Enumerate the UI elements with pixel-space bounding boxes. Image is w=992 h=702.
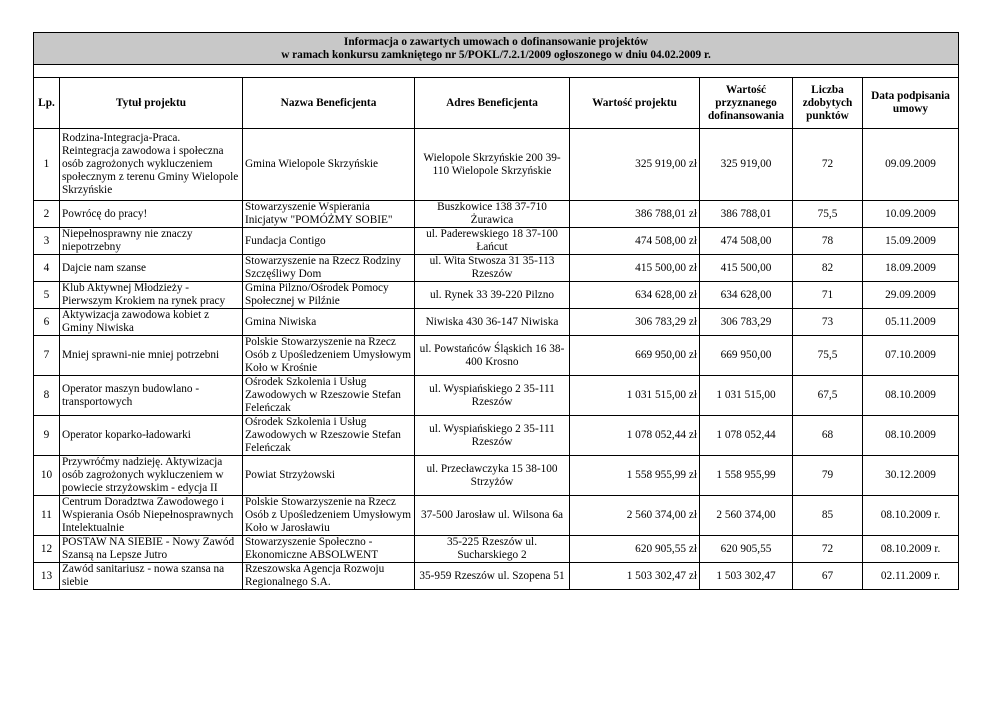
cell-przyznana: 620 905,55 — [700, 536, 793, 563]
table-row — [34, 129, 959, 201]
cell-tytul: Przywróćmy nadzieję. Aktywizacja osób zagrożonych wykluczeniem w powiecie strzyżowskim - edycja II — [60, 456, 243, 496]
cell-wartosc: 1 503 302,47 zł — [570, 563, 700, 590]
cell-lp: 11 — [34, 496, 60, 536]
cell-adres: ul. Przecławczyka 15 38-100 Strzyżów — [415, 456, 570, 496]
cell-data: 02.11.2009 r. — [863, 563, 959, 590]
table-row — [34, 282, 959, 309]
cell-data: 15.09.2009 — [863, 228, 959, 255]
cell-tytul: Niepełnosprawny nie znaczy niepotrzebny — [60, 228, 243, 255]
cell-data: 18.09.2009 — [863, 255, 959, 282]
cell-tytul: Centrum Doradztwa Zawodowego i Wspierania Osób Niepełnosprawnych Intelektualnie — [60, 496, 243, 536]
cell-przyznana: 325 919,00 — [700, 129, 793, 201]
table-row — [34, 201, 959, 228]
cell-wartosc: 325 919,00 zł — [570, 129, 700, 201]
cell-adres: ul. Rynek 33 39-220 Pilzno — [415, 282, 570, 309]
cell-punkty: 68 — [793, 416, 863, 456]
cell-lp: 4 — [34, 255, 60, 282]
cell-lp: 9 — [34, 416, 60, 456]
cell-adres: 35-225 Rzeszów ul. Sucharskiego 2 — [415, 536, 570, 563]
header-tytul: Tytuł projektu — [60, 78, 243, 129]
cell-wartosc: 634 628,00 zł — [570, 282, 700, 309]
header-data: Data podpisania umowy — [863, 78, 959, 129]
cell-data: 10.09.2009 — [863, 201, 959, 228]
title-row — [34, 33, 959, 65]
cell-przyznana: 415 500,00 — [700, 255, 793, 282]
cell-lp: 8 — [34, 376, 60, 416]
cell-nazwa: Gmina Niwiska — [243, 309, 415, 336]
cell-data: 05.11.2009 — [863, 309, 959, 336]
document-sheet — [33, 32, 958, 590]
cell-nazwa: Ośrodek Szkolenia i Usług Zawodowych w Rzeszowie Stefan Feleńczak — [243, 416, 415, 456]
cell-wartosc: 386 788,01 zł — [570, 201, 700, 228]
cell-punkty: 72 — [793, 536, 863, 563]
cell-przyznana: 1 503 302,47 — [700, 563, 793, 590]
cell-lp: 5 — [34, 282, 60, 309]
cell-punkty: 73 — [793, 309, 863, 336]
cell-data: 07.10.2009 — [863, 336, 959, 376]
cell-nazwa: Powiat Strzyżowski — [243, 456, 415, 496]
header-przyznana: Wartość przyznanego dofinansowania — [700, 78, 793, 129]
cell-punkty: 85 — [793, 496, 863, 536]
cell-przyznana: 306 783,29 — [700, 309, 793, 336]
table-row — [34, 496, 959, 536]
table-row — [34, 336, 959, 376]
cell-nazwa: Stowarzyszenie Wspierania Inicjatyw "POMÓŻMY SOBIE" — [243, 201, 415, 228]
cell-adres: 35-959 Rzeszów ul. Szopena 51 — [415, 563, 570, 590]
cell-adres: Niwiska 430 36-147 Niwiska — [415, 309, 570, 336]
cell-przyznana: 2 560 374,00 — [700, 496, 793, 536]
cell-wartosc: 1 078 052,44 zł — [570, 416, 700, 456]
table-row — [34, 563, 959, 590]
cell-tytul: Klub Aktywnej Młodzieży - Pierwszym Krokiem na rynek pracy — [60, 282, 243, 309]
spacer-cell — [34, 65, 959, 78]
cell-data: 08.10.2009 — [863, 416, 959, 456]
cell-nazwa: Ośrodek Szkolenia i Usług Zawodowych w Rzeszowie Stefan Feleńczak — [243, 376, 415, 416]
cell-przyznana: 474 508,00 — [700, 228, 793, 255]
cell-data: 08.10.2009 r. — [863, 536, 959, 563]
cell-nazwa: Polskie Stowarzyszenie na Rzecz Osób z Upośledzeniem Umysłowym Koło w Krośnie — [243, 336, 415, 376]
table-row — [34, 536, 959, 563]
cell-przyznana: 634 628,00 — [700, 282, 793, 309]
cell-data: 08.10.2009 — [863, 376, 959, 416]
cell-wartosc: 1 558 955,99 zł — [570, 456, 700, 496]
cell-lp: 1 — [34, 129, 60, 201]
cell-adres: 37-500 Jarosław ul. Wilsona 6a — [415, 496, 570, 536]
header-row — [34, 78, 959, 129]
table-title — [34, 33, 959, 65]
cell-adres: ul. Powstańców Śląskich 16 38-400 Krosno — [415, 336, 570, 376]
cell-data: 08.10.2009 r. — [863, 496, 959, 536]
cell-tytul: Powrócę do pracy! — [60, 201, 243, 228]
cell-punkty: 82 — [793, 255, 863, 282]
cell-tytul: Dajcie nam szanse — [60, 255, 243, 282]
cell-punkty: 75,5 — [793, 201, 863, 228]
cell-nazwa: Rzeszowska Agencja Rozwoju Regionalnego S.A. — [243, 563, 415, 590]
cell-wartosc: 669 950,00 zł — [570, 336, 700, 376]
cell-punkty: 67,5 — [793, 376, 863, 416]
table-row — [34, 228, 959, 255]
header-lp: Lp. — [34, 78, 60, 129]
table-row — [34, 376, 959, 416]
cell-lp: 13 — [34, 563, 60, 590]
cell-adres: Buszkowice 138 37-710 Żurawica — [415, 201, 570, 228]
cell-punkty: 67 — [793, 563, 863, 590]
cell-nazwa: Stowarzyszenie na Rzecz Rodziny Szczęśliwy Dom — [243, 255, 415, 282]
table-row — [34, 416, 959, 456]
table-row — [34, 309, 959, 336]
cell-tytul: Mniej sprawni-nie mniej potrzebni — [60, 336, 243, 376]
cell-przyznana: 669 950,00 — [700, 336, 793, 376]
cell-punkty: 75,5 — [793, 336, 863, 376]
cell-lp: 10 — [34, 456, 60, 496]
title-line-2: w ramach konkursu zamkniętego nr 5/POKL/7.2.1/2009 ogłoszonego w dniu 04.02.2009 r. — [281, 48, 711, 61]
cell-przyznana: 1 558 955,99 — [700, 456, 793, 496]
cell-wartosc: 1 031 515,00 zł — [570, 376, 700, 416]
cell-przyznana: 1 031 515,00 — [700, 376, 793, 416]
cell-wartosc: 474 508,00 zł — [570, 228, 700, 255]
cell-lp: 6 — [34, 309, 60, 336]
cell-tytul: Zawód sanitariusz - nowa szansa na siebie — [60, 563, 243, 590]
cell-adres: ul. Paderewskiego 18 37-100 Łańcut — [415, 228, 570, 255]
cell-nazwa: Stowarzyszenie Społeczno - Ekonomiczne ABSOLWENT — [243, 536, 415, 563]
header-adres: Adres Beneficjenta — [415, 78, 570, 129]
cell-punkty: 78 — [793, 228, 863, 255]
cell-data: 30.12.2009 — [863, 456, 959, 496]
header-punkty: Liczba zdobytych punktów — [793, 78, 863, 129]
cell-punkty: 79 — [793, 456, 863, 496]
header-nazwa: Nazwa Beneficjenta — [243, 78, 415, 129]
cell-adres: ul. Wyspiańskiego 2 35-111 Rzeszów — [415, 376, 570, 416]
cell-punkty: 71 — [793, 282, 863, 309]
table-row — [34, 456, 959, 496]
header-wartosc: Wartość projektu — [570, 78, 700, 129]
cell-data: 29.09.2009 — [863, 282, 959, 309]
cell-nazwa: Gmina Wielopole Skrzyńskie — [243, 129, 415, 201]
cell-tytul: Rodzina-Integracja-Praca. Reintegracja zawodowa i społeczna osób zagrożonych wykluczeniem społecznym z terenu Gminy Wielopole Skrzyńskie — [60, 129, 243, 201]
cell-adres: ul. Wyspiańskiego 2 35-111 Rzeszów — [415, 416, 570, 456]
cell-adres: Wielopole Skrzyńskie 200 39-110 Wielopole Skrzyńskie — [415, 129, 570, 201]
cell-lp: 12 — [34, 536, 60, 563]
cell-adres: ul. Wita Stwosza 31 35-113 Rzeszów — [415, 255, 570, 282]
cell-tytul: Operator maszyn budowlano - transportowych — [60, 376, 243, 416]
cell-nazwa: Fundacja Contigo — [243, 228, 415, 255]
cell-wartosc: 415 500,00 zł — [570, 255, 700, 282]
cell-wartosc: 620 905,55 zł — [570, 536, 700, 563]
cell-nazwa: Polskie Stowarzyszenie na Rzecz Osób z Upośledzeniem Umysłowym Koło w Jarosławiu — [243, 496, 415, 536]
cell-tytul: POSTAW NA SIEBIE - Nowy Zawód Szansą na Lepsze Jutro — [60, 536, 243, 563]
cell-data: 09.09.2009 — [863, 129, 959, 201]
title-line-1: Informacja o zawartych umowach o dofinansowanie projektów — [343, 35, 649, 48]
cell-lp: 7 — [34, 336, 60, 376]
cell-tytul: Operator koparko-ładowarki — [60, 416, 243, 456]
contracts-table — [33, 32, 959, 590]
cell-przyznana: 1 078 052,44 — [700, 416, 793, 456]
spacer-row — [34, 65, 959, 78]
cell-tytul: Aktywizacja zawodowa kobiet z Gminy Niwiska — [60, 309, 243, 336]
cell-przyznana: 386 788,01 — [700, 201, 793, 228]
cell-lp: 3 — [34, 228, 60, 255]
cell-wartosc: 2 560 374,00 zł — [570, 496, 700, 536]
cell-wartosc: 306 783,29 zł — [570, 309, 700, 336]
cell-punkty: 72 — [793, 129, 863, 201]
table-body — [34, 129, 959, 590]
table-row — [34, 255, 959, 282]
cell-lp: 2 — [34, 201, 60, 228]
cell-nazwa: Gmina Pilzno/Ośrodek Pomocy Społecznej w Pilźnie — [243, 282, 415, 309]
